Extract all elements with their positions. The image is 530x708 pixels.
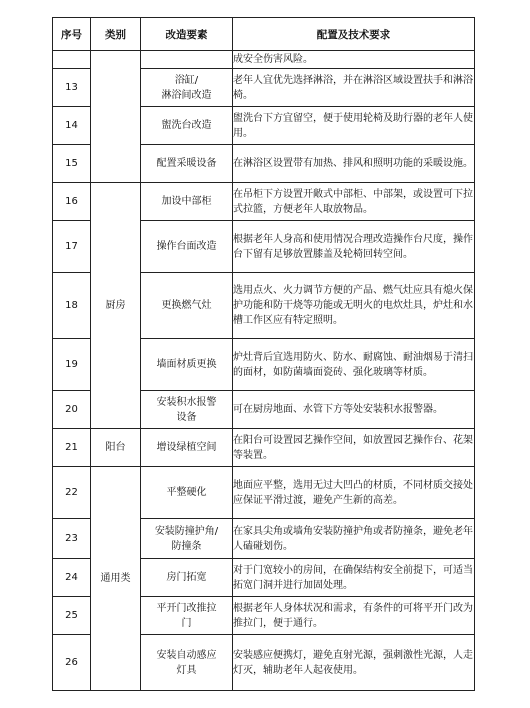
header-requirement: 配置及技术要求: [233, 18, 475, 51]
row-no: 19: [53, 339, 91, 391]
row-element: 配置采暖设备: [141, 145, 233, 183]
row-no: 14: [53, 107, 91, 145]
row-no: 21: [53, 429, 91, 467]
row-requirement: 对于门宽较小的房间，在确保结构安全前提下，可适当拓宽门洞并进行加固处理。: [233, 559, 475, 597]
row-element: 操作台面改造: [141, 221, 233, 273]
element-line-1: 安装自动感应: [156, 649, 217, 661]
row-no: 24: [53, 559, 91, 597]
header-no: 序号: [53, 18, 91, 51]
row-element: 盥洗台改造: [141, 107, 233, 145]
row-no: 26: [53, 635, 91, 691]
row-requirement: 成安全伤害风险。: [233, 51, 475, 69]
row-element: 更换燃气灶: [141, 273, 233, 339]
row-no: 20: [53, 391, 91, 429]
row-no: 13: [53, 69, 91, 107]
row-requirement: 根据老年人身高和使用情况合理改造操作台尺度，操作台下留有足够放置膝盖及轮椅回转空间。: [233, 221, 475, 273]
row-no: 23: [53, 519, 91, 559]
row-requirement: 在阳台可设置园艺操作空间，如放置园艺操作台、花架等装置。: [233, 429, 475, 467]
row-element: 增设绿植空间: [141, 429, 233, 467]
table-row-continuation: [53, 51, 475, 69]
row-requirement: 选用点火、火力调节方便的产品、燃气灶应具有熄火保护功能和防干烧等功能或无明火的电炊灶具，炉灶和水槽工作区应有特定照明。: [233, 273, 475, 339]
element-line-2: 防撞条: [171, 540, 202, 552]
row-element: 墙面材质更换: [141, 339, 233, 391]
row-no: 16: [53, 183, 91, 221]
row-element: [141, 597, 233, 635]
row-requirement: 在淋浴区设置带有加热、排风和照明功能的采暖设施。: [233, 145, 475, 183]
element-line-1: 平开门改推拉: [156, 602, 217, 614]
element-line-2: 淋浴间改造: [161, 89, 212, 101]
row-requirement: 安装感应便携灯，避免直射光源，强刺激性光源，人走灯灭，辅助老年人起夜使用。: [233, 635, 475, 691]
element-line-2: 灯具: [176, 664, 197, 676]
row-requirement: 在吊柜下方设置开敞式中部柜、中部架，或设置可下拉式拉篮，方便老年人取放物品。: [233, 183, 475, 221]
header-element: 改造要素: [141, 18, 233, 51]
row-no: [53, 51, 91, 69]
row-no: 25: [53, 597, 91, 635]
row-category: 阳台: [91, 429, 141, 467]
element-line-1: 安装积水报警: [156, 396, 217, 408]
element-line-1: 浴缸/: [174, 74, 199, 86]
row-category: 厨房: [91, 183, 141, 429]
row-requirement: 可在厨房地面、水管下方等处安装积水报警器。: [233, 391, 475, 429]
header-category: 类别: [91, 18, 141, 51]
row-element: [141, 519, 233, 559]
row-requirement: 炉灶背后宜选用防火、防水、耐腐蚀、耐油烟易于清扫的面材，如防菌墙面瓷砖、强化玻璃等材质。: [233, 339, 475, 391]
row-no: 15: [53, 145, 91, 183]
element-line-2: 设备: [176, 411, 197, 423]
table-row: [53, 183, 475, 221]
row-requirement: 老年人宜优先选择淋浴，并在淋浴区域设置扶手和淋浴椅。: [233, 69, 475, 107]
row-element: [141, 69, 233, 107]
row-no: 18: [53, 273, 91, 339]
row-element: [141, 635, 233, 691]
row-element: [141, 51, 233, 69]
row-no: 17: [53, 221, 91, 273]
row-element: 房门拓宽: [141, 559, 233, 597]
renovation-spec-table: [52, 17, 475, 691]
row-requirement: 地面应平整，选用无过大凹凸的材质，不同材质交接处应保证平滑过渡，避免产生新的高差。: [233, 467, 475, 519]
row-element: [141, 391, 233, 429]
element-line-2: 门: [181, 617, 192, 629]
table-header-row: [53, 18, 475, 51]
row-element: 平整硬化: [141, 467, 233, 519]
table-row: [53, 467, 475, 519]
element-line-1: 安装防撞护角/: [154, 525, 219, 537]
row-category: 通用类: [91, 467, 141, 691]
row-element: 加设中部柜: [141, 183, 233, 221]
row-category-empty: [91, 51, 141, 183]
row-requirement: 根据老年人身体状况和需求，有条件的可将平开门改为推拉门，便于通行。: [233, 597, 475, 635]
row-requirement: 在家具尖角或墙角安装防撞护角或者防撞条，避免老年人磕碰划伤。: [233, 519, 475, 559]
row-requirement: 盥洗台下方宜留空，便于使用轮椅及助行器的老年人使用。: [233, 107, 475, 145]
row-no: 22: [53, 467, 91, 519]
table-row: [53, 429, 475, 467]
